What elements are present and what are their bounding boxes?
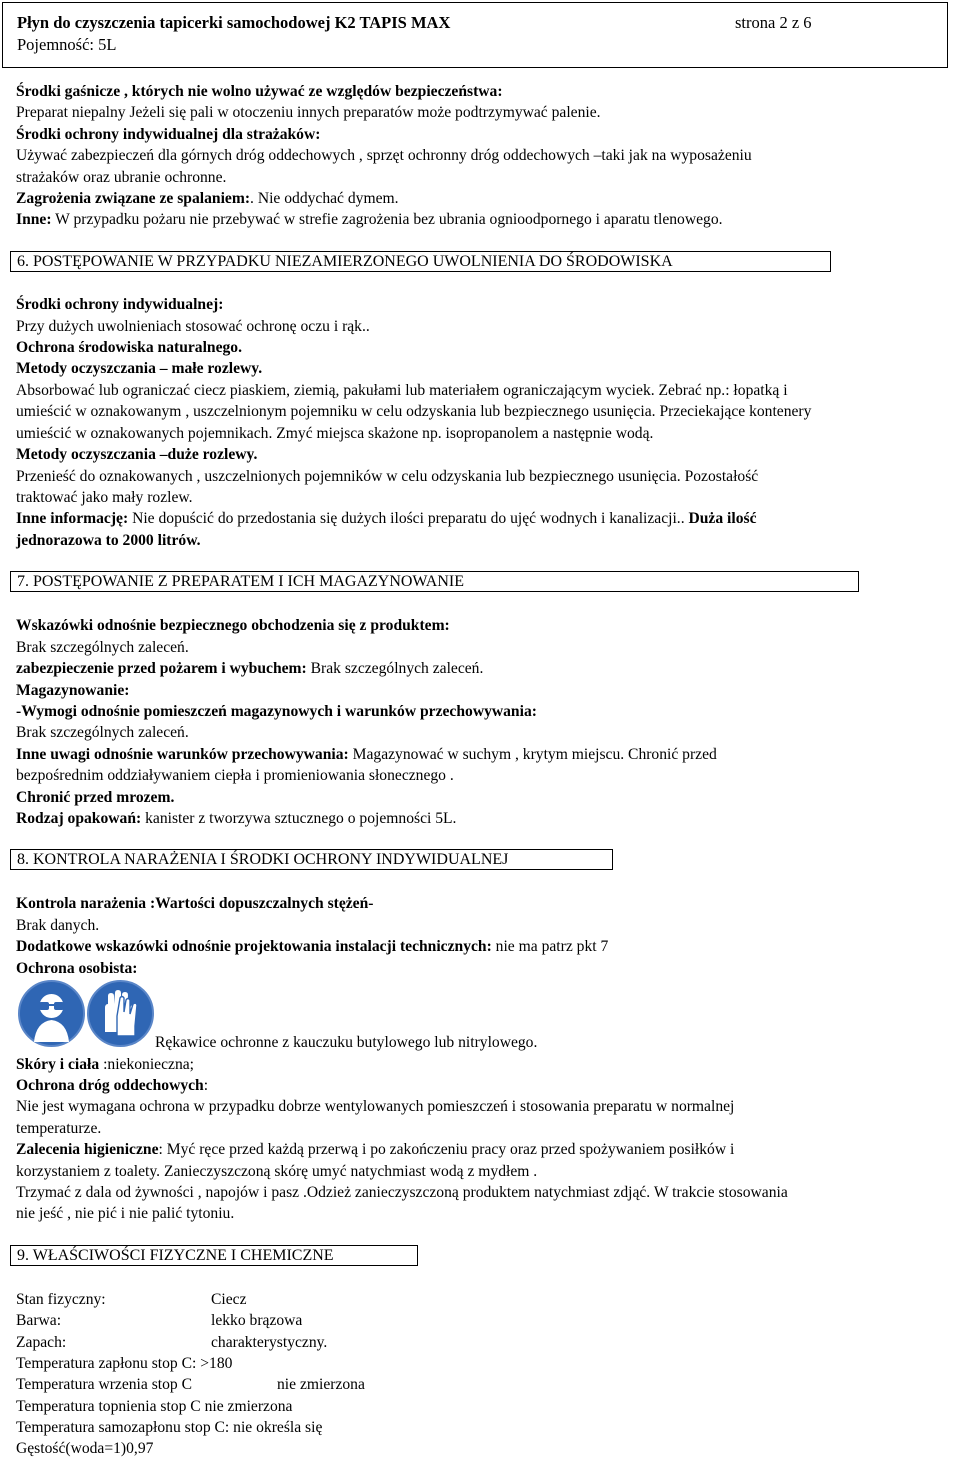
- property-value: Ciecz: [211, 1291, 247, 1308]
- gloves-icon: [87, 980, 154, 1047]
- extinguishing-media-heading: Środki gaśnicze , których nie wolno używać ze względów bezpieczeństwa:: [16, 83, 503, 100]
- frost-protection-heading: Chronić przed mrozem.: [16, 789, 175, 806]
- engineering-line: [16, 936, 608, 957]
- other-label: Inne:: [16, 211, 52, 228]
- paragraph-line: bezpośrednim oddziaływaniem ciepła i promieniowania słonecznego .: [16, 767, 454, 784]
- paragraph-line: Nie jest wymagana ochrona w przypadku dobrze wentylowanych pomieszczeń i stosowania preparatu w normalnej: [16, 1098, 735, 1115]
- section-6-heading: 6. POSTĘPOWANIE W PRZYPADKU NIEZAMIERZONEGO UWOLNIENIA DO ŚRODOWISKA: [10, 251, 831, 272]
- product-capacity: Pojemność: 5L: [17, 35, 117, 54]
- property-label: Zapach:: [16, 1334, 67, 1351]
- packaging-label: Rodzaj opakowań:: [16, 810, 142, 827]
- hygiene-label: Zalecenia higieniczne: [16, 1141, 159, 1158]
- flash-point: Temperatura zapłonu stop C: >180: [16, 1355, 233, 1372]
- paragraph-line: Trzymać z dala od żywności , napojów i pasz .Odzież zanieczyszczoną produktem natychmiast zdjąć. W trakcie stosowania: [16, 1184, 788, 1201]
- fire-protection-label: zabezpieczenie przed pożarem i wybuchem:: [16, 660, 307, 677]
- document-header: [2, 2, 948, 68]
- skin-protection-line: [16, 1054, 194, 1075]
- property-value: charakterystyczny.: [211, 1334, 328, 1351]
- environment-protection-heading: Ochrona środowiska naturalnego.: [16, 339, 243, 356]
- paragraph-line: Brak danych.: [16, 917, 100, 934]
- autoignition-temperature: Temperatura samozapłonu stop C: nie określa się: [16, 1419, 323, 1436]
- other-line: [16, 209, 723, 230]
- paragraph-line: traktować jako mały rozlew.: [16, 489, 193, 506]
- other-info-line: [16, 508, 757, 529]
- fire-protection-text: Brak szczególnych zaleceń.: [306, 660, 484, 677]
- engineering-text: nie ma patrz pkt 7: [491, 938, 609, 955]
- combustion-hazards-label: Zagrożenia związane ze spalaniem:: [16, 190, 251, 207]
- property-label: Barwa:: [16, 1312, 62, 1329]
- combustion-hazards-text: . Nie oddychać dymem.: [250, 190, 399, 207]
- paragraph-line: Preparat niepalny Jeżeli się pali w otoczeniu innych preparatów może podtrzymywać palenie.: [16, 104, 601, 121]
- hygiene-line: [16, 1139, 734, 1160]
- paragraph-line: Używać zabezpieczeń dla górnych dróg oddechowych , sprzęt ochronny dróg oddechowych –taki jak na wyposażeniu: [16, 147, 752, 164]
- property-label: Stan fizyczny:: [16, 1291, 106, 1308]
- respiratory-label: Ochrona dróg oddechowych: [16, 1077, 204, 1094]
- melting-point: Temperatura topnienia stop C nie zmierzona: [16, 1398, 293, 1415]
- safe-handling-heading: Wskazówki odnośnie bezpiecznego obchodzenia się z produktem:: [16, 617, 450, 634]
- skin-protection-label: Skóry i ciała: [16, 1056, 100, 1073]
- gloves-text: Rękawice ochronne z kauczuku butylowego lub nitrylowego.: [155, 1034, 538, 1051]
- section-8-heading: 8. KONTROLA NARAŻENIA I ŚRODKI OCHRONY INDYWIDUALNEJ: [10, 849, 613, 870]
- exposure-control-heading: Kontrola narażenia :Wartości dopuszczalnych stężeń-: [16, 895, 374, 912]
- personal-protection-heading: Środki ochrony indywidualnej:: [16, 296, 224, 313]
- respiratory-line: [16, 1075, 208, 1096]
- boiling-point-label: Temperatura wrzenia stop C: [16, 1376, 193, 1393]
- section-9-heading: 9. WŁAŚCIWOŚCI FIZYCZNE I CHEMICZNE: [10, 1245, 418, 1266]
- other-info-text: Nie dopuścić do przedostania się dużych ilości preparatu do ujęć wodnych i kanalizacji..: [128, 510, 685, 527]
- storage-notes-text: Magazynować w suchym , krytym miejscu. Chronić przed: [348, 746, 717, 763]
- engineering-label: Dodatkowe wskazówki odnośnie projektowania instalacji technicznych:: [16, 938, 492, 955]
- paragraph-line: Brak szczególnych zaleceń.: [16, 639, 189, 656]
- skin-protection-text: :niekonieczna;: [99, 1056, 194, 1073]
- other-text: W przypadku pożaru nie przebywać w strefie zagrożenia bez ubrania ognioodpornego i aparatu tlenowego.: [51, 211, 723, 228]
- section-7-heading: 7. POSTĘPOWANIE Z PREPARATEM I ICH MAGAZYNOWANIE: [10, 571, 859, 592]
- property-value: lekko brązowa: [211, 1312, 303, 1329]
- storage-heading: Magazynowanie:: [16, 682, 130, 699]
- firefighter-protection-heading: Środki ochrony indywidualnej dla strażaków:: [16, 126, 321, 143]
- boiling-point-value: nie zmierzona: [277, 1376, 365, 1393]
- paragraph-line: nie jeść , nie pić i nie palić tytoniu.: [16, 1205, 235, 1222]
- eye-protection-icon: [18, 980, 85, 1047]
- page-number: strona 2 z 6: [735, 13, 812, 32]
- paragraph-line: Przy dużych uwolnieniach stosować ochronę oczu i rąk..: [16, 318, 370, 335]
- storage-notes-label: Inne uwagi odnośnie warunków przechowywania:: [16, 746, 349, 763]
- storage-requirements-heading: -Wymogi odnośnie pomieszczeń magazynowych i warunków przechowywania:: [16, 703, 537, 720]
- personal-protection-label: Ochrona osobista:: [16, 960, 138, 977]
- paragraph-line: umieścić w oznakowanym , uszczelnionym pojemniku w celu odzyskania lub bezpiecznego usunięcia. Przeciekające kontenery: [16, 403, 812, 420]
- fire-protection-line: [16, 658, 483, 679]
- respiratory-colon: :: [203, 1077, 209, 1094]
- paragraph-line: umieścić w oznakowanych pojemnikach. Zmyć miejsca skażone np. isopropanolem a następnie wodą.: [16, 425, 654, 442]
- paragraph-line: Absorbować lub ograniczać ciecz piaskiem, ziemią, pakułami lub materiałem ograniczającym wyciek. Zebrać np.: łopatką i: [16, 382, 788, 399]
- paragraph-line: temperaturze.: [16, 1120, 102, 1137]
- hygiene-text: : Myć ręce przed każdą przerwą i po zakończeniu pracy oraz przed spożywaniem posiłków i: [158, 1141, 735, 1158]
- small-spill-heading: Metody oczyszczania – małe rozlewy.: [16, 360, 263, 377]
- paragraph-line: Brak szczególnych zaleceń.: [16, 724, 189, 741]
- storage-notes-line: [16, 744, 717, 765]
- paragraph-line: strażaków oraz ubranie ochronne.: [16, 169, 227, 186]
- combustion-hazards-line: [16, 188, 399, 209]
- packaging-text: kanister z tworzywa sztucznego o pojemności 5L.: [141, 810, 457, 827]
- paragraph-line: korzystaniem z toalety. Zanieczyszczoną skórę umyć natychmiast wodą z mydłem .: [16, 1163, 538, 1180]
- product-title: Płyn do czyszczenia tapicerki samochodowej K2 TAPIS MAX: [17, 13, 451, 32]
- large-quantity-label: Duża ilość: [684, 510, 757, 527]
- density: Gęstość(woda=1)0,97: [16, 1440, 154, 1457]
- large-quantity-text: jednorazowa to 2000 litrów.: [16, 532, 201, 549]
- paragraph-line: Przenieść do oznakowanych , uszczelnionych pojemników w celu odzyskania lub bezpiecznego usunięcia. Pozostałość: [16, 468, 759, 485]
- other-info-label: Inne informację:: [16, 510, 129, 527]
- large-spill-heading: Metody oczyszczania –duże rozlewy.: [16, 446, 258, 463]
- packaging-line: [16, 808, 456, 829]
